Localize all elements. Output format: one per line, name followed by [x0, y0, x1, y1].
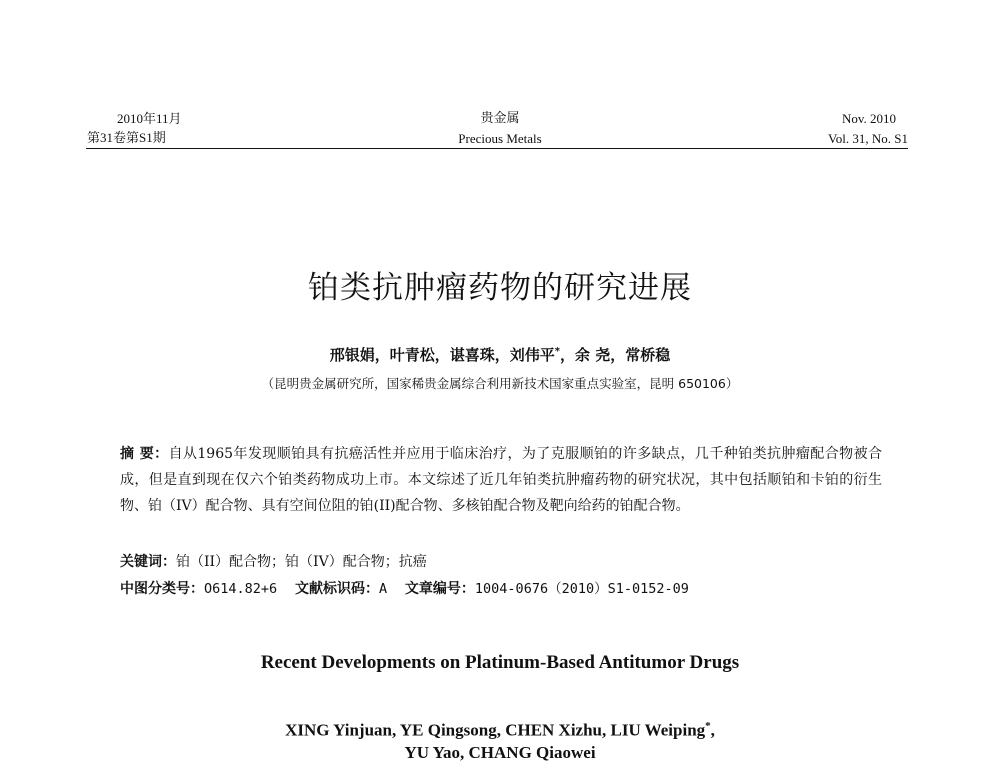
authors-cn-main: 邢银娟，叶青松，谌喜珠，刘伟平	[329, 346, 555, 364]
doc-code-label: 文献标识码：	[294, 581, 379, 597]
header-volume-cn: 第31卷第S1期	[87, 130, 166, 145]
keywords-label: 关键词：	[120, 554, 176, 570]
keywords-text: 铂（II）配合物；铂（IV）配合物；抗癌	[176, 554, 427, 570]
authors-en-line1: XING Yinjuan, YE Qingsong, CHEN Xizhu, LIU Weiping*,	[285, 720, 715, 740]
authors-cn	[0, 344, 1000, 365]
header-date-en: Nov. 2010	[841, 111, 896, 126]
header-date-cn: 2010年11月	[117, 111, 182, 126]
abstract-label: 摘 要：	[120, 446, 169, 462]
header-journal-cn: 贵金属	[480, 111, 520, 126]
abstract	[120, 441, 882, 519]
corresponding-mark: *	[554, 346, 560, 357]
article-number-label: 文章编号：	[404, 581, 475, 597]
doc-code-value: A	[378, 581, 388, 597]
header-volume-en: Vol. 31, No. S1	[828, 131, 908, 146]
authors-cn-rest: ，余 尧，常桥稳	[560, 346, 671, 364]
authors-en-line2: YU Yao, CHANG Qiaowei	[404, 742, 596, 762]
corresponding-mark-en: *	[705, 720, 711, 732]
title-en: Recent Developments on Platinum-Based Antitumor Drugs	[260, 652, 740, 673]
authors-en	[0, 715, 1000, 764]
title-cn: 铂类抗肿瘤药物的研究进展	[308, 270, 692, 306]
header-rule	[86, 148, 908, 149]
affiliation-cn: （昆明贵金属研究所，国家稀贵金属综合利用新技术国家重点实验室，昆明 650106）	[261, 376, 739, 391]
clc-value: O614.82+6	[204, 581, 278, 597]
classification-line	[120, 577, 689, 598]
abstract-text: 自从1965年发现顺铂具有抗癌活性并应用于临床治疗，为了克服顺铂的许多缺点，几千种铂类抗肿瘤配合物被合成，但是直到现在仅六个铂类药物成功上市。本文综述了近几年铂类抗肿瘤药物的研究状况，其中包括顺铂和卡铂的衍生物、铂（IV）配合物、具有空间位阻的铂(II)配合物、多核铂配合物及靶向给药的铂配合物。	[120, 446, 882, 514]
clc-label: 中图分类号：	[120, 581, 204, 597]
keywords	[120, 551, 427, 571]
header-journal-en: Precious Metals	[458, 131, 542, 146]
article-number-value: 1004-0676（2010）S1-0152-09	[474, 581, 689, 597]
